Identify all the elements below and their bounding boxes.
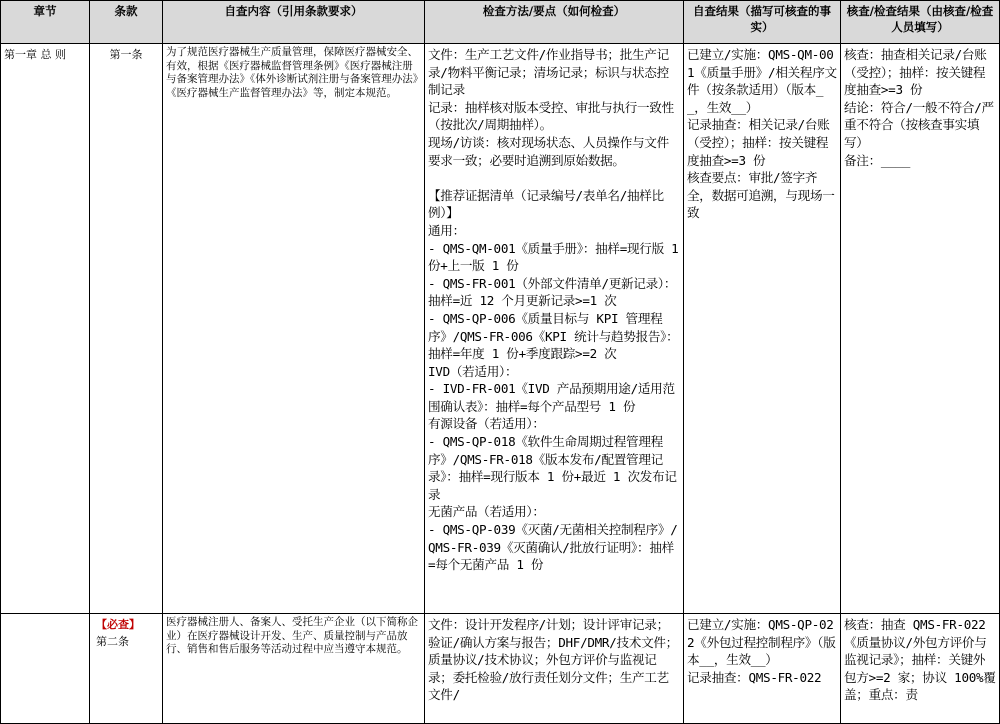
text-line: 通用： — [428, 222, 465, 238]
text-line: 已建立/实施：QMS-QM-001《质量手册》/相关程序文件（按条款适用）（版本__，生效__） — [687, 47, 837, 115]
text-line: 核查：抽查相关记录/台账（受控）；抽样：按关键程度抽查>=3 份 — [844, 47, 987, 98]
table-row — [1, 44, 1000, 614]
method-cell — [425, 614, 684, 724]
self-content-cell: 为了规范医疗器械生产质量管理，保障医疗器械安全、有效，根据《医疗器械监督管理条例》《医疗器械注册与备案管理办法》《体外诊断试剂注册与备案管理办法》《医疗器械生产监督管理办法》等，制定本规范。 — [163, 44, 425, 614]
result-cell — [684, 44, 841, 614]
text-line: 【推荐证据清单（记录编号/表单名/抽样比例）】 — [428, 187, 664, 221]
text-line: - QMS-QP-006《质量目标与 KPI 管理程序》/QMS-FR-006《KPI 统计与趋势报告》：抽样=年度 1 份+季度跟踪>=2 次 — [428, 310, 679, 362]
article-cell — [90, 614, 163, 724]
text-line: 记录抽查：QMS-FR-022 — [687, 669, 822, 685]
header-article: 条款 — [90, 1, 163, 44]
text-line: 核查要点：审批/签字齐全，数据可追溯，与现场一致 — [687, 170, 835, 221]
blank-line — [428, 169, 680, 187]
text-line: - IVD-FR-001《IVD 产品预期用途/适用范围确认表》：抽样=每个产品型号 1 份 — [428, 381, 675, 414]
self-content-cell: 医疗器械注册人、备案人、受托生产企业（以下简称企业）在医疗器械设计开发、生产、质量控制与产品放行、销售和售后服务等活动过程中应当遵守本规范。 — [163, 614, 425, 724]
header-verify: 核查/检查结果（由核查/检查人员填写） — [841, 1, 1000, 44]
header-row — [1, 1, 1000, 44]
text-line: 已建立/实施：QMS-QP-022《外包过程控制程序》（版本__，生效__） — [687, 617, 836, 668]
text-line: 文件：设计开发程序/计划；设计评审记录；验证/确认方案与报告；DHF/DMR/技术文件；质量协议/技术协议；外包方评价与监视记录；委托检验/放行责任划分文件；生产工艺文件/ — [428, 617, 678, 703]
text-line: - QMS-QP-039《灭菌/无菌相关控制程序》/QMS-FR-039《灭菌确认/批放行证明》：抽样=每个无菌产品 1 份 — [428, 522, 678, 573]
text-line: 记录抽查：相关记录/台账（受控）；抽样：按关键程度抽查>=3 份 — [687, 117, 830, 168]
text-line: 现场/访谈：核对现场状态、人员操作与文件要求一致；必要时追溯到原始数据。 — [428, 134, 669, 168]
text-line: 有源设备（若适用）： — [428, 416, 545, 432]
text-line: - QMS-QP-018《软件生命周期过程管理程序》/QMS-FR-018《版本发布/配置管理记录》：抽样=现行版本 1 份+最近 1 次发布记录 — [428, 434, 677, 502]
text-line: 文件：生产工艺文件/作业指导书；批生产记录/物料平衡记录；清场记录；标识与状态控制记录 — [428, 47, 669, 98]
text-line: 无菌产品（若适用）： — [428, 504, 545, 520]
article-label: 第一条 — [109, 48, 143, 61]
text-line: - QMS-QM-001《质量手册》：抽样=现行版 1 份+上一版 1 份 — [428, 240, 686, 274]
text-line: 核查：抽查 QMS-FR-022《质量协议/外包方评价与监视记录》；抽样：关键外包方>=2 家；协议 100%覆盖；重点：责 — [844, 617, 996, 703]
verify-cell — [841, 614, 1000, 724]
header-self-content: 自查内容（引用条款要求） — [163, 1, 425, 44]
chapter-cell — [1, 614, 90, 724]
text-line: IVD（若适用）： — [428, 363, 518, 379]
header-chapter: 章节 — [1, 1, 90, 44]
header-method: 检查方法/要点（如何检查） — [425, 1, 684, 44]
article-label: 第二条 — [96, 635, 129, 648]
chapter-cell: 第一章 总 则 — [1, 44, 90, 614]
header-result: 自查结果（描写可核查的事实） — [684, 1, 841, 44]
text-line: 记录：抽样核对版本受控、审批与执行一致性（按批次/周期抽样）。 — [428, 99, 674, 133]
result-cell — [684, 614, 841, 724]
text-line: 备注：____ — [844, 152, 911, 168]
article-cell — [90, 44, 163, 614]
verify-cell — [841, 44, 1000, 614]
table-row — [1, 614, 1000, 724]
text-line: - QMS-FR-001（外部文件清单/更新记录）：抽样=近 12 个月更新记录>=1 次 — [428, 275, 677, 309]
method-cell — [425, 44, 684, 614]
text-line: 结论：符合/一般不符合/严重不符合（按核查事实填写） — [844, 99, 994, 150]
must-check-tag: 【必查】 — [96, 618, 140, 631]
